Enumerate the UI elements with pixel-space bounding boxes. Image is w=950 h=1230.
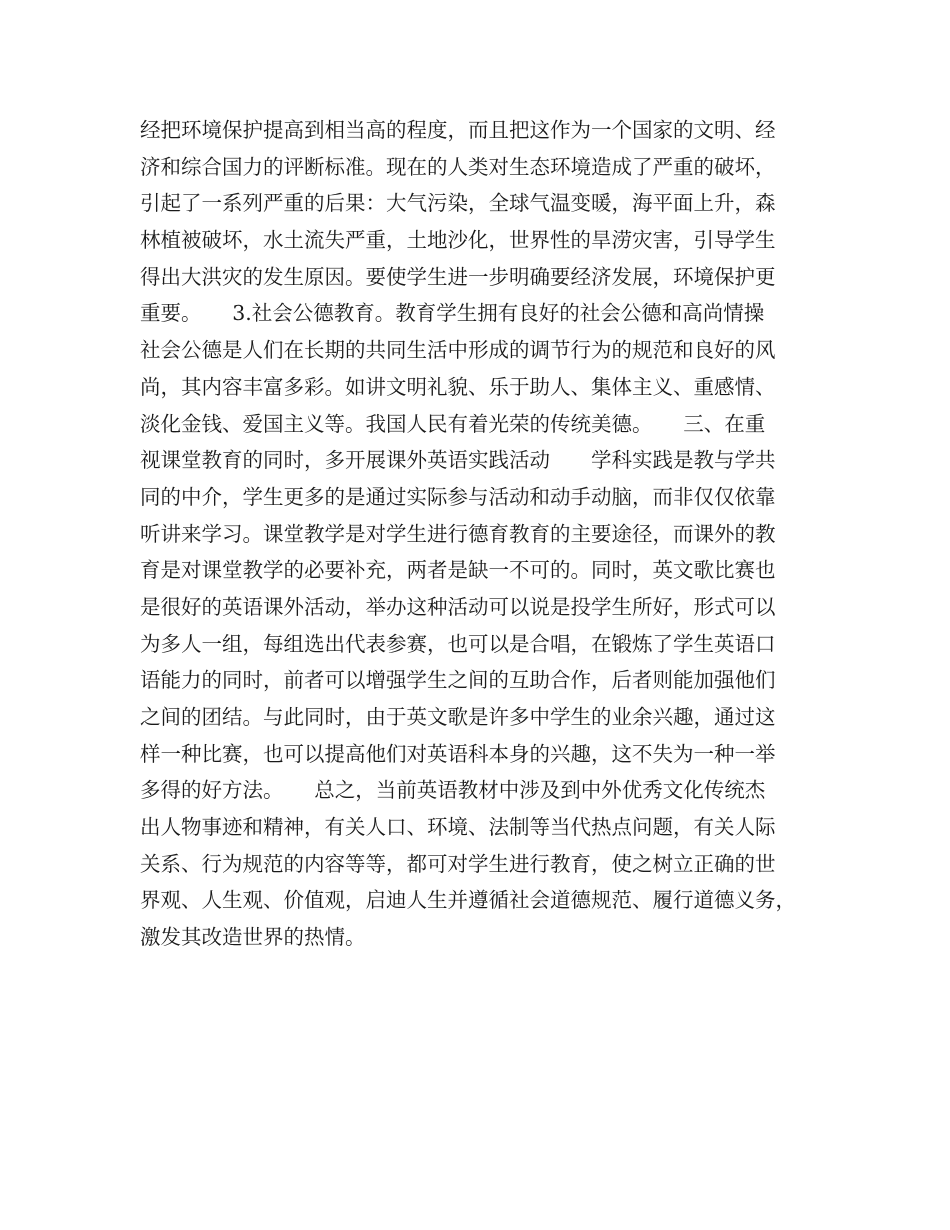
text-line: 是很好的英语课外活动，举办这种活动可以说是投学生所好，形式可以 bbox=[140, 594, 776, 619]
text-line: 关系、行为规范的内容等等，都可对学生进行教育，使之树立正确的世 bbox=[140, 851, 776, 876]
text-line: 界观、人生观、价值观，启迪人生并遵循社会道德规范、履行道德义务， bbox=[140, 888, 796, 913]
text-line: 样一种比赛，也可以提高他们对英语科本身的兴趣，这不失为一种一举 bbox=[140, 741, 776, 766]
text-line: 育是对课堂教学的必要补充，两者是缺一不可的。同时，英文歌比赛也 bbox=[140, 558, 776, 583]
text-line: 之间的团结。与此同时，由于英文歌是许多中学生的业余兴趣，通过这 bbox=[140, 705, 776, 729]
text-line: 引起了一系列严重的后果：大气污染，全球气温变暖，海平面上升，森 bbox=[140, 191, 776, 216]
text-line: 语能力的同时，前者可以增强学生之间的互助合作，后者则能加强他们 bbox=[140, 668, 776, 693]
text-line: 得出大洪灾的发生原因。要使学生进一步明确要经济发展，环境保护更 bbox=[140, 264, 776, 289]
text-line: 出人物事迹和精神，有关人口、环境、法制等当代热点问题，有关人际 bbox=[140, 815, 776, 840]
text-line: 多得的好方法。 总之，当前英语教材中涉及到中外优秀文化传统杰 bbox=[140, 778, 766, 803]
text-line: 经把环境保护提高到相当高的程度，而且把这作为一个国家的文明、经 bbox=[140, 118, 776, 142]
text-line: 视课堂教育的同时，多开展课外英语实践活动 学科实践是教与学共 bbox=[140, 448, 776, 473]
text-line: 同的中介，学生更多的是通过实际参与活动和动手动脑，而非仅仅依靠 bbox=[140, 484, 776, 509]
text-line: 重要。 3.社会公德教育。教育学生拥有良好的社会公德和高尚情操 bbox=[140, 301, 765, 326]
body-text bbox=[140, 112, 840, 956]
text-line: 社会公德是人们在长期的共同生活中形成的调节行为的规范和良好的风 bbox=[140, 338, 776, 363]
text-line: 听讲来学习。课堂教学是对学生进行德育教育的主要途径，而课外的教 bbox=[140, 521, 776, 546]
text-line: 为多人一组，每组选出代表参赛，也可以是合唱，在锻炼了学生英语口 bbox=[140, 631, 776, 656]
text-line: 尚，其内容丰富多彩。如讲文明礼貌、乐于助人、集体主义、重感情、 bbox=[140, 374, 776, 399]
text-line: 林植被破坏，水土流失严重，土地沙化，世界性的旱涝灾害，引导学生 bbox=[140, 228, 776, 253]
text-line: 淡化金钱、爱国主义等。我国人民有着光荣的传统美德。 三、在重 bbox=[140, 411, 766, 436]
text-line: 激发其改造世界的热情。 bbox=[140, 925, 366, 950]
text-line: 济和综合国力的评断标准。现在的人类对生态环境造成了严重的破坏， bbox=[140, 154, 776, 179]
